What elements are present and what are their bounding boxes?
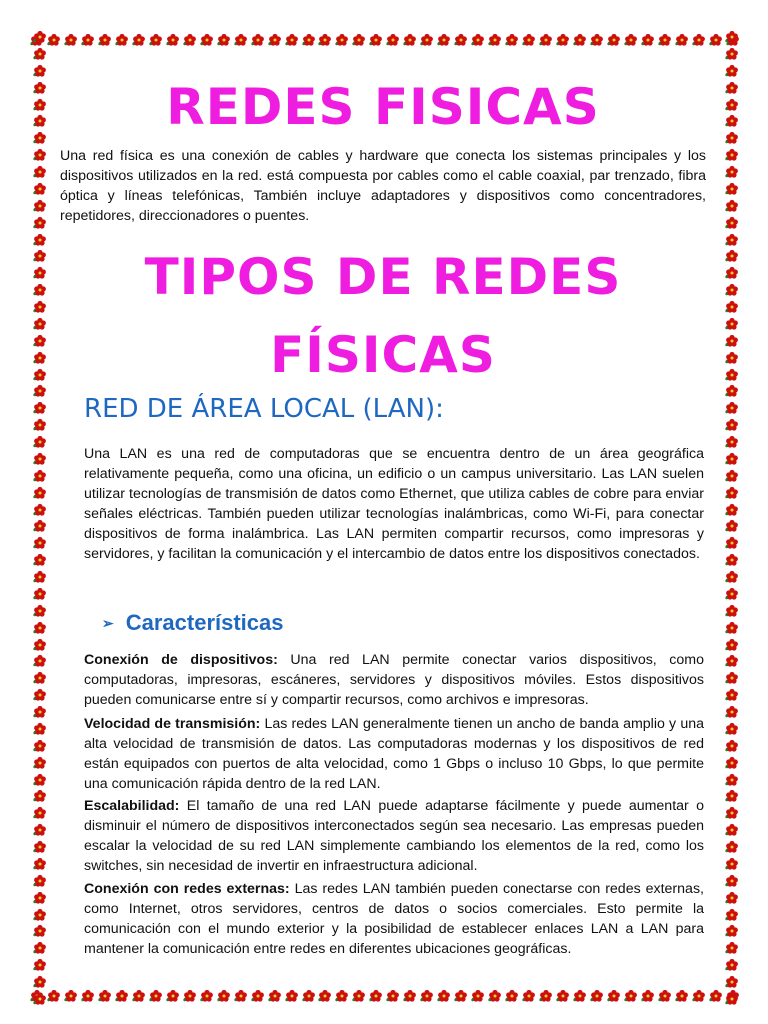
red-flower-icon bbox=[33, 671, 47, 685]
red-flower-icon bbox=[33, 334, 47, 348]
red-flower-icon bbox=[607, 33, 621, 47]
feature-label: Velocidad de transmisión: bbox=[84, 716, 261, 732]
red-flower-icon bbox=[641, 989, 655, 1003]
red-flower-icon bbox=[590, 33, 604, 47]
red-flower-icon bbox=[725, 553, 739, 567]
page-title: REDES FISICAS bbox=[166, 78, 600, 136]
red-flower-icon bbox=[725, 823, 739, 837]
red-flower-icon bbox=[539, 33, 553, 47]
red-flower-icon bbox=[725, 47, 739, 61]
red-flower-icon bbox=[234, 33, 248, 47]
red-flower-icon bbox=[725, 368, 739, 382]
red-flower-icon bbox=[641, 33, 655, 47]
red-flower-icon bbox=[33, 469, 47, 483]
red-flower-icon bbox=[33, 908, 47, 922]
red-flower-icon bbox=[33, 891, 47, 905]
red-flower-icon bbox=[725, 216, 739, 230]
red-flower-icon bbox=[437, 989, 451, 1003]
red-flower-icon bbox=[33, 553, 47, 567]
red-flower-icon bbox=[709, 989, 723, 1003]
red-flower-icon bbox=[33, 688, 47, 702]
red-flower-icon bbox=[658, 989, 672, 1003]
red-flower-icon bbox=[454, 989, 468, 1003]
red-flower-icon bbox=[115, 989, 129, 1003]
red-flower-icon bbox=[64, 989, 78, 1003]
red-flower-icon bbox=[33, 519, 47, 533]
feature-paragraph bbox=[84, 714, 704, 794]
red-flower-icon bbox=[33, 300, 47, 314]
red-flower-icon bbox=[725, 199, 739, 213]
red-flower-icon bbox=[64, 33, 78, 47]
red-flower-icon bbox=[624, 989, 638, 1003]
red-flower-icon bbox=[33, 98, 47, 112]
red-flower-icon bbox=[352, 989, 366, 1003]
red-flower-icon bbox=[725, 351, 739, 365]
red-flower-icon bbox=[725, 908, 739, 922]
red-flower-icon bbox=[420, 989, 434, 1003]
red-flower-icon bbox=[488, 33, 502, 47]
red-flower-icon bbox=[33, 148, 47, 162]
red-flower-icon bbox=[725, 317, 739, 331]
red-flower-icon bbox=[725, 30, 739, 44]
red-flower-icon bbox=[471, 33, 485, 47]
feature-text: Una red LAN permite conectar varios dispositivos, como computadoras, impresoras, escáneres, servidores y dispositivos móviles. Estos dispositivos pueden comunicarse entre sí y compartir recursos, como archivos e impresoras. bbox=[84, 652, 705, 708]
red-flower-icon bbox=[33, 30, 47, 44]
red-flower-icon bbox=[33, 705, 47, 719]
red-flower-icon bbox=[725, 233, 739, 247]
red-flower-icon bbox=[386, 989, 400, 1003]
red-flower-icon bbox=[725, 283, 739, 297]
red-flower-icon bbox=[725, 840, 739, 854]
red-flower-icon bbox=[33, 621, 47, 635]
red-flower-icon bbox=[200, 33, 214, 47]
red-flower-icon bbox=[725, 334, 739, 348]
feature-text: El tamaño de una red LAN puede adaptarse fácilmente y puede aumentar o disminuir el número de dispositivos interconectados según sea necesario. Las empresas pueden escalar la velocidad de su red LAN simplemente cambiando los elementos de la red, como los switches, sin necesidad de invertir en infraestructura adicional. bbox=[84, 798, 704, 874]
red-flower-icon bbox=[675, 33, 689, 47]
red-flower-icon bbox=[725, 418, 739, 432]
red-flower-icon bbox=[149, 989, 163, 1003]
red-flower-icon bbox=[386, 33, 400, 47]
red-flower-icon bbox=[33, 266, 47, 280]
red-flower-icon bbox=[132, 33, 146, 47]
red-flower-icon bbox=[33, 924, 47, 938]
red-flower-icon bbox=[81, 989, 95, 1003]
red-flower-icon bbox=[33, 857, 47, 871]
red-flower-icon bbox=[725, 722, 739, 736]
red-flower-icon bbox=[33, 654, 47, 668]
red-flower-icon bbox=[725, 570, 739, 584]
red-flower-icon bbox=[33, 368, 47, 382]
feature-paragraph bbox=[84, 879, 704, 959]
red-flower-icon bbox=[725, 739, 739, 753]
red-flower-icon bbox=[725, 503, 739, 517]
red-flower-icon bbox=[33, 756, 47, 770]
red-flower-icon bbox=[725, 654, 739, 668]
red-flower-icon bbox=[33, 806, 47, 820]
red-flower-icon bbox=[33, 992, 47, 1006]
red-flower-icon bbox=[725, 705, 739, 719]
red-flower-icon bbox=[33, 823, 47, 837]
red-flower-icon bbox=[33, 401, 47, 415]
red-flower-icon bbox=[725, 64, 739, 78]
red-flower-icon bbox=[725, 165, 739, 179]
red-flower-icon bbox=[505, 33, 519, 47]
red-flower-icon bbox=[183, 33, 197, 47]
border-top bbox=[30, 30, 740, 50]
red-flower-icon bbox=[725, 401, 739, 415]
red-flower-icon bbox=[675, 989, 689, 1003]
red-flower-icon bbox=[522, 33, 536, 47]
red-flower-icon bbox=[725, 384, 739, 398]
red-flower-icon bbox=[725, 874, 739, 888]
red-flower-icon bbox=[268, 33, 282, 47]
feature-text: Las redes LAN también pueden conectarse con redes externas, como Internet, otros servidores, centros de datos o socios comerciales. Esto permite la comunicación con el mundo exterior y la posibilidad de establecer enlaces LAN a LAN para mantener la comunicación entre redes en diferentes ubicaciones geográficas. bbox=[84, 881, 704, 957]
red-flower-icon bbox=[33, 570, 47, 584]
red-flower-icon bbox=[234, 989, 248, 1003]
feature-label: Conexión con redes externas: bbox=[84, 881, 290, 897]
red-flower-icon bbox=[403, 989, 417, 1003]
red-flower-icon bbox=[98, 989, 112, 1003]
red-flower-icon bbox=[251, 989, 265, 1003]
red-flower-icon bbox=[725, 81, 739, 95]
red-flower-icon bbox=[302, 989, 316, 1003]
red-flower-icon bbox=[33, 587, 47, 601]
red-flower-icon bbox=[33, 283, 47, 297]
red-flower-icon bbox=[725, 182, 739, 196]
red-flower-icon bbox=[725, 587, 739, 601]
red-flower-icon bbox=[33, 81, 47, 95]
red-flower-icon bbox=[33, 384, 47, 398]
red-flower-icon bbox=[268, 989, 282, 1003]
red-flower-icon bbox=[33, 131, 47, 145]
types-title: TIPOS DE REDES FÍSICAS bbox=[144, 248, 622, 384]
red-flower-icon bbox=[488, 989, 502, 1003]
feature-label: Conexión de dispositivos: bbox=[84, 652, 278, 668]
red-flower-icon bbox=[437, 33, 451, 47]
intro-paragraph: Una red física es una conexión de cables y hardware que conecta los sistemas principales y los dispositivos utilizados en la red. está compuesta por cables como el cable coaxial, par trenzado, fibra óptica y líneas telefónicas, También incluye adaptadores y dispositivos como concentradores, repetidores, direccionadores o puentes. bbox=[60, 148, 706, 224]
red-flower-icon bbox=[725, 958, 739, 972]
red-flower-icon bbox=[725, 621, 739, 635]
red-flower-icon bbox=[403, 33, 417, 47]
red-flower-icon bbox=[33, 351, 47, 365]
red-flower-icon bbox=[33, 233, 47, 247]
red-flower-icon bbox=[33, 773, 47, 787]
red-flower-icon bbox=[454, 33, 468, 47]
red-flower-icon bbox=[624, 33, 638, 47]
red-flower-icon bbox=[33, 452, 47, 466]
red-flower-icon bbox=[33, 435, 47, 449]
red-flower-icon bbox=[725, 452, 739, 466]
red-flower-icon bbox=[725, 671, 739, 685]
red-flower-icon bbox=[149, 33, 163, 47]
red-flower-icon bbox=[217, 33, 231, 47]
characteristics-heading bbox=[102, 610, 284, 636]
red-flower-icon bbox=[522, 989, 536, 1003]
red-flower-icon bbox=[33, 975, 47, 989]
red-flower-icon bbox=[33, 739, 47, 753]
red-flower-icon bbox=[335, 989, 349, 1003]
red-flower-icon bbox=[725, 756, 739, 770]
red-flower-icon bbox=[709, 33, 723, 47]
feature-paragraph bbox=[84, 650, 704, 710]
red-flower-icon bbox=[725, 924, 739, 938]
red-flower-icon bbox=[33, 199, 47, 213]
red-flower-icon bbox=[115, 33, 129, 47]
red-flower-icon bbox=[33, 722, 47, 736]
red-flower-icon bbox=[725, 604, 739, 618]
arrow-bullet-icon: ➢ bbox=[102, 614, 114, 631]
red-flower-icon bbox=[33, 182, 47, 196]
red-flower-icon bbox=[33, 536, 47, 550]
red-flower-icon bbox=[725, 300, 739, 314]
red-flower-icon bbox=[132, 989, 146, 1003]
red-flower-icon bbox=[33, 638, 47, 652]
red-flower-icon bbox=[725, 688, 739, 702]
red-flower-icon bbox=[166, 989, 180, 1003]
red-flower-icon bbox=[98, 33, 112, 47]
red-flower-icon bbox=[607, 989, 621, 1003]
red-flower-icon bbox=[166, 33, 180, 47]
feature-text: Las redes LAN generalmente tienen un ancho de banda amplio y una alta velocidad de transmisión de datos. Las computadoras modernas y los dispositivos de red están equipados con puertos de alta velocidad, como 1 Gbps o incluso 10 Gbps, lo que permite una comunicación rápida dentro de la red LAN. bbox=[84, 716, 704, 792]
red-flower-icon bbox=[692, 33, 706, 47]
red-flower-icon bbox=[183, 989, 197, 1003]
red-flower-icon bbox=[420, 33, 434, 47]
border-bottom bbox=[30, 986, 740, 1006]
red-flower-icon bbox=[33, 958, 47, 972]
red-flower-icon bbox=[725, 519, 739, 533]
lan-heading: RED DE ÁREA LOCAL (LAN): bbox=[84, 394, 444, 424]
red-flower-icon bbox=[573, 33, 587, 47]
red-flower-icon bbox=[725, 249, 739, 263]
red-flower-icon bbox=[33, 941, 47, 955]
red-flower-icon bbox=[33, 486, 47, 500]
red-flower-icon bbox=[556, 989, 570, 1003]
red-flower-icon bbox=[285, 989, 299, 1003]
red-flower-icon bbox=[725, 131, 739, 145]
red-flower-icon bbox=[573, 989, 587, 1003]
red-flower-icon bbox=[725, 469, 739, 483]
red-flower-icon bbox=[33, 789, 47, 803]
border-right bbox=[722, 30, 742, 1006]
red-flower-icon bbox=[725, 114, 739, 128]
red-flower-icon bbox=[33, 47, 47, 61]
feature-paragraph bbox=[84, 796, 704, 876]
lan-description: Una LAN es una red de computadoras que se encuentra dentro de un área geográfica relativamente pequeña, como una oficina, un edificio o un campus universitario. Las LAN suelen utilizar tecnologías de transmisión de datos como Ethernet, que utiliza cables de cobre para enviar señales eléctricas. También pueden utilizar tecnologías inalámbricas, como Wi-Fi, para conectar dispositivos de forma inalámbrica. Las LAN permiten compartir recursos, como impresoras y servidores, y facilitan la comunicación y el intercambio de datos entre los dispositivos conectados. bbox=[84, 446, 704, 562]
red-flower-icon bbox=[335, 33, 349, 47]
red-flower-icon bbox=[318, 989, 332, 1003]
red-flower-icon bbox=[725, 638, 739, 652]
red-flower-icon bbox=[725, 789, 739, 803]
red-flower-icon bbox=[285, 33, 299, 47]
characteristics-label: Características bbox=[125, 610, 284, 635]
red-flower-icon bbox=[725, 975, 739, 989]
red-flower-icon bbox=[33, 317, 47, 331]
red-flower-icon bbox=[725, 992, 739, 1006]
red-flower-icon bbox=[33, 249, 47, 263]
red-flower-icon bbox=[725, 891, 739, 905]
red-flower-icon bbox=[33, 418, 47, 432]
red-flower-icon bbox=[725, 806, 739, 820]
red-flower-icon bbox=[33, 874, 47, 888]
red-flower-icon bbox=[33, 840, 47, 854]
red-flower-icon bbox=[33, 165, 47, 179]
red-flower-icon bbox=[471, 989, 485, 1003]
red-flower-icon bbox=[590, 989, 604, 1003]
red-flower-icon bbox=[369, 989, 383, 1003]
red-flower-icon bbox=[33, 64, 47, 78]
red-flower-icon bbox=[318, 33, 332, 47]
red-flower-icon bbox=[200, 989, 214, 1003]
feature-label: Escalabilidad: bbox=[84, 798, 180, 814]
red-flower-icon bbox=[217, 989, 231, 1003]
red-flower-icon bbox=[81, 33, 95, 47]
red-flower-icon bbox=[33, 604, 47, 618]
red-flower-icon bbox=[725, 857, 739, 871]
red-flower-icon bbox=[692, 989, 706, 1003]
red-flower-icon bbox=[658, 33, 672, 47]
red-flower-icon bbox=[725, 98, 739, 112]
red-flower-icon bbox=[725, 486, 739, 500]
red-flower-icon bbox=[33, 503, 47, 517]
red-flower-icon bbox=[725, 148, 739, 162]
red-flower-icon bbox=[505, 989, 519, 1003]
red-flower-icon bbox=[352, 33, 366, 47]
red-flower-icon bbox=[725, 435, 739, 449]
red-flower-icon bbox=[725, 266, 739, 280]
red-flower-icon bbox=[302, 33, 316, 47]
red-flower-icon bbox=[556, 33, 570, 47]
red-flower-icon bbox=[725, 536, 739, 550]
red-flower-icon bbox=[725, 941, 739, 955]
red-flower-icon bbox=[251, 33, 265, 47]
border-left bbox=[30, 30, 50, 1006]
red-flower-icon bbox=[725, 773, 739, 787]
red-flower-icon bbox=[33, 114, 47, 128]
red-flower-icon bbox=[539, 989, 553, 1003]
red-flower-icon bbox=[369, 33, 383, 47]
red-flower-icon bbox=[33, 216, 47, 230]
